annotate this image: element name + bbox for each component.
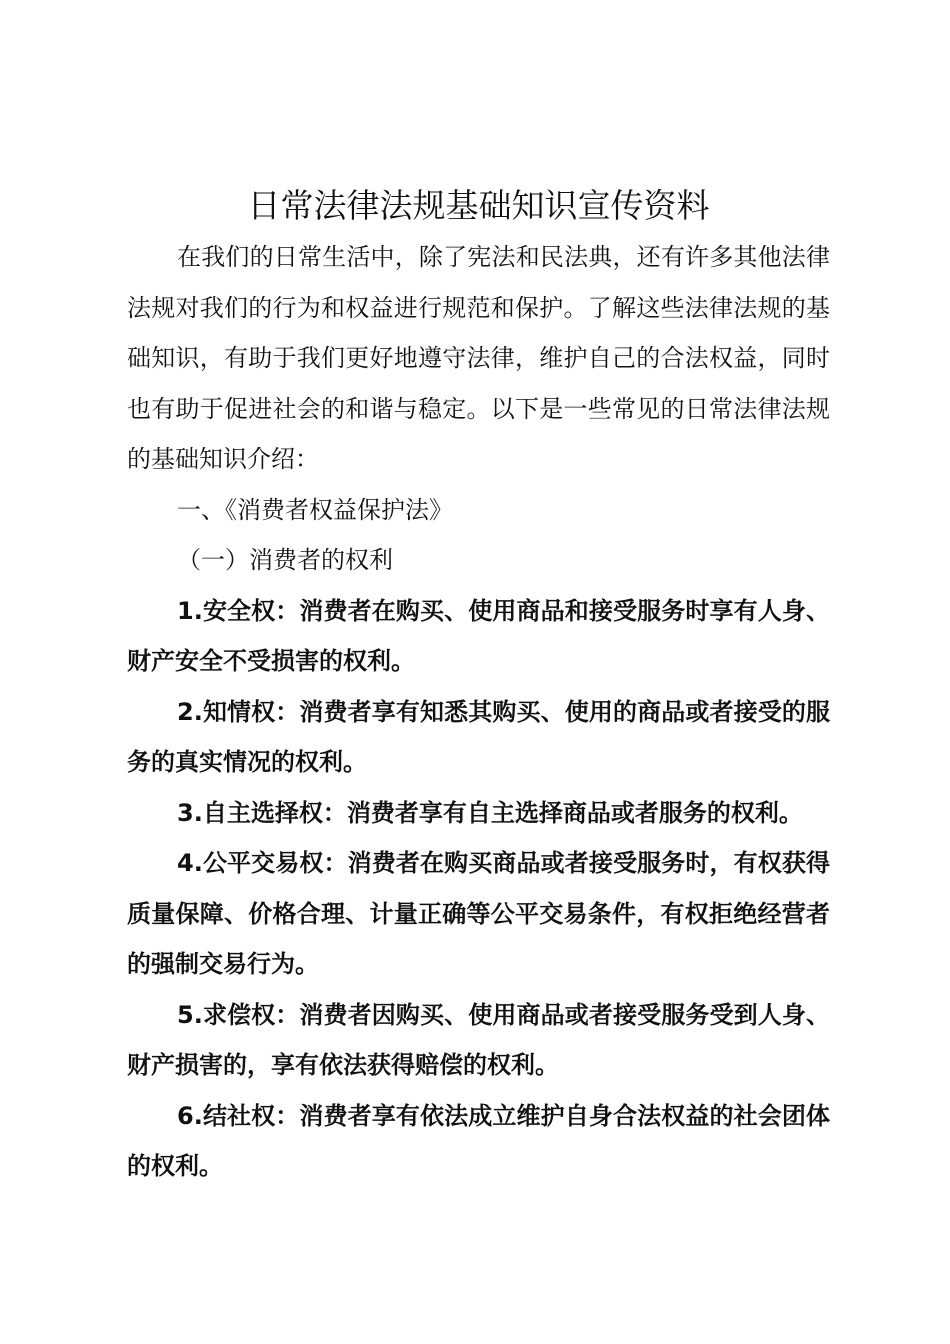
right-item-safety: 1.安全权：消费者在购买、使用商品和接受服务时享有人身、财产安全不受损害的权利。 xyxy=(127,596,830,675)
right-item-choice: 3.自主选择权：消费者享有自主选择商品或者服务的权利。 xyxy=(177,798,803,827)
right-item-information: 2.知情权：消费者享有知悉其购买、使用的商品或者接受的服务的真实情况的权利。 xyxy=(127,697,830,776)
right-item-fair-trade: 4.公平交易权：消费者在购买商品或者接受服务时，有权获得质量保障、价格合理、计量正确等公平交易条件，有权拒绝经营者的强制交易行为。 xyxy=(127,849,830,978)
right-item-association: 6.结社权：消费者享有依法成立维护自身合法权益的社会团体的权利。 xyxy=(127,1101,830,1180)
document-title: 日常法律法规基础知识宣传资料 xyxy=(247,186,710,225)
right-item-compensation: 5.求偿权：消费者因购买、使用商品或者接受服务受到人身、财产损害的，享有依法获得赔偿的权利。 xyxy=(127,1000,830,1079)
document-page xyxy=(127,180,830,1192)
intro-paragraph: 在我们的日常生活中，除了宪法和民法典，还有许多其他法律法规对我们的行为和权益进行规范和保护。了解这些法律法规的基础知识，有助于我们更好地遵守法律，维护自己的合法权益，同时也有助于促进社会的和谐与稳定。以下是一些常见的日常法律法规的基础知识介绍： xyxy=(127,243,830,473)
subsection-heading: （一）消费者的权利 xyxy=(177,546,393,574)
section-heading: 一、《消费者权益保护法》 xyxy=(177,495,453,524)
